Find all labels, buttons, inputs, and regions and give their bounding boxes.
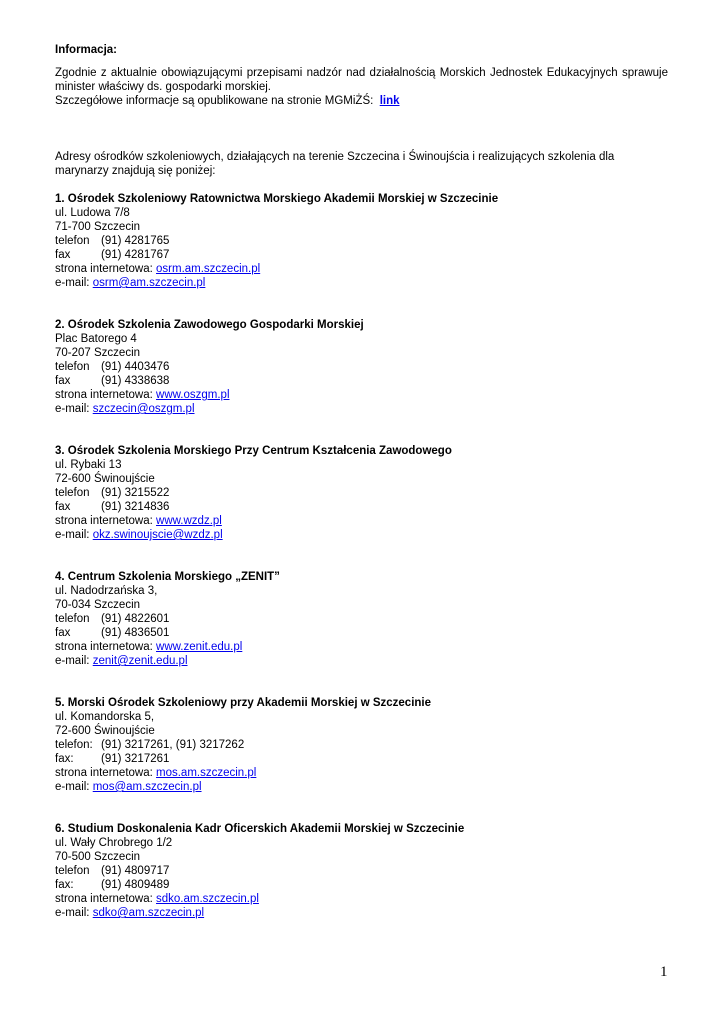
- email-label: e-mail:: [55, 277, 90, 289]
- center-block: [55, 444, 668, 542]
- phone-label: telefon:: [55, 739, 93, 751]
- email-label: e-mail:: [55, 403, 90, 415]
- center-block: [55, 192, 668, 290]
- website-link[interactable]: sdko.am.szczecin.pl: [156, 893, 259, 905]
- ministry-link[interactable]: link: [379, 95, 400, 107]
- center-city: 72-600 Świnoujście: [55, 473, 155, 485]
- info-link-prefix: Szczegółowe informacje są opublikowane na stronie MGMiŻŚ:: [55, 95, 374, 107]
- phone-value: (91) 3217261, (91) 3217262: [101, 739, 245, 751]
- fax-label: fax: [55, 627, 71, 639]
- center-street: ul. Nadodrzańska 3,: [55, 585, 158, 597]
- website-row: [55, 640, 668, 654]
- center-title: 6. Studium Doskonalenia Kadr Oficerskich Akademii Morskiej w Szczecinie: [55, 823, 465, 835]
- center-street: ul. Wały Chrobrego 1/2: [55, 837, 173, 849]
- email-row: [55, 654, 668, 668]
- email-label: e-mail:: [55, 907, 90, 919]
- fax-value: (91) 4809489: [101, 879, 170, 891]
- phone-label: telefon: [55, 487, 90, 499]
- email-link[interactable]: szczecin@oszgm.pl: [92, 403, 195, 415]
- phone-row: [55, 612, 668, 626]
- website-label: strona internetowa:: [55, 389, 153, 401]
- info-heading: Informacja:: [55, 44, 117, 56]
- center-block: [55, 696, 668, 794]
- phone-row: [55, 234, 668, 248]
- phone-row: [55, 864, 668, 878]
- center-street: Plac Batorego 4: [55, 333, 137, 345]
- website-link[interactable]: www.wzdz.pl: [156, 515, 222, 527]
- email-row: [55, 780, 668, 794]
- info-paragraph: Zgodnie z aktualnie obowiązującymi przepisami nadzór nad działalnością Morskich Jednostek Edukacyjnych sprawuje minister właściwy ds. gospodarki morskiej.: [55, 67, 668, 93]
- email-link[interactable]: okz.swinoujscie@wzdz.pl: [92, 529, 223, 541]
- email-link[interactable]: zenit@zenit.edu.pl: [92, 655, 188, 667]
- email-row: [55, 276, 668, 290]
- website-label: strona internetowa:: [55, 263, 153, 275]
- fax-row: [55, 248, 668, 262]
- fax-label: fax:: [55, 879, 74, 891]
- center-city: 72-600 Świnoujście: [55, 725, 155, 737]
- website-label: strona internetowa:: [55, 641, 153, 653]
- website-label: strona internetowa:: [55, 767, 157, 779]
- phone-value: (91) 4822601: [101, 613, 170, 625]
- center-city: 70-500 Szczecin: [55, 851, 141, 863]
- center-street: ul. Rybaki 13: [55, 459, 122, 471]
- document-page: [55, 43, 668, 920]
- phone-value: (91) 3215522: [101, 487, 170, 499]
- phone-value: (91) 4809717: [101, 865, 170, 877]
- centers-list: [55, 192, 668, 920]
- fax-label: fax: [55, 501, 71, 513]
- center-block: [55, 318, 668, 416]
- center-city: 70-034 Szczecin: [55, 599, 141, 611]
- phone-row: [55, 738, 668, 752]
- email-link[interactable]: osrm@am.szczecin.pl: [92, 277, 206, 289]
- email-link[interactable]: sdko@am.szczecin.pl: [92, 907, 205, 919]
- fax-value: (91) 4836501: [101, 627, 170, 639]
- intro-paragraph: Adresy ośrodków szkoleniowych, działających na terenie Szczecina i Świnoujścia i realizujących szkolenia dla marynarzy znajdują się poniżej:: [55, 151, 615, 177]
- email-row: [55, 402, 668, 416]
- email-label: e-mail:: [55, 529, 90, 541]
- fax-value: (91) 3214836: [101, 501, 170, 513]
- email-row: [55, 528, 668, 542]
- fax-value: (91) 4338638: [101, 375, 170, 387]
- center-street: ul. Ludowa 7/8: [55, 207, 130, 219]
- info-link-line: [55, 94, 668, 108]
- page-number: 1: [660, 964, 668, 980]
- center-block: [55, 570, 668, 668]
- fax-label: fax: [55, 375, 71, 387]
- website-row: [55, 388, 668, 402]
- website-label: strona internetowa:: [55, 515, 153, 527]
- website-row: [55, 766, 668, 780]
- fax-value: (91) 4281767: [101, 249, 170, 261]
- fax-row: [55, 626, 668, 640]
- email-label: e-mail:: [55, 655, 90, 667]
- center-title: 5. Morski Ośrodek Szkoleniowy przy Akademii Morskiej w Szczecinie: [55, 697, 432, 709]
- center-title: 4. Centrum Szkolenia Morskiego „ZENIT”: [55, 571, 280, 583]
- phone-value: (91) 4403476: [101, 361, 170, 373]
- phone-row: [55, 360, 668, 374]
- website-link[interactable]: mos.am.szczecin.pl: [156, 767, 257, 779]
- email-row: [55, 906, 668, 920]
- center-city: 70-207 Szczecin: [55, 347, 141, 359]
- website-link[interactable]: osrm.am.szczecin.pl: [156, 263, 261, 275]
- phone-label: telefon: [55, 865, 90, 877]
- center-title: 3. Ośrodek Szkolenia Morskiego Przy Centrum Kształcenia Zawodowego: [55, 445, 452, 457]
- fax-value: (91) 3217261: [101, 753, 170, 765]
- phone-label: telefon: [55, 361, 90, 373]
- phone-label: telefon: [55, 613, 90, 625]
- fax-row: [55, 752, 668, 766]
- phone-label: telefon: [55, 235, 90, 247]
- email-label: e-mail:: [55, 781, 90, 793]
- website-label: strona internetowa:: [55, 893, 153, 905]
- website-link[interactable]: www.oszgm.pl: [156, 389, 230, 401]
- website-link[interactable]: www.zenit.edu.pl: [156, 641, 243, 653]
- center-city: 71-700 Szczecin: [55, 221, 141, 233]
- center-block: [55, 822, 668, 920]
- fax-row: [55, 878, 668, 892]
- phone-row: [55, 486, 668, 500]
- fax-label: fax:: [55, 753, 74, 765]
- email-link[interactable]: mos@am.szczecin.pl: [92, 781, 202, 793]
- center-title: 1. Ośrodek Szkoleniowy Ratownictwa Morskiego Akademii Morskiej w Szczecinie: [55, 193, 499, 205]
- fax-label: fax: [55, 249, 71, 261]
- website-row: [55, 262, 668, 276]
- phone-value: (91) 4281765: [101, 235, 170, 247]
- fax-row: [55, 374, 668, 388]
- website-row: [55, 514, 668, 528]
- fax-row: [55, 500, 668, 514]
- website-row: [55, 892, 668, 906]
- center-title: 2. Ośrodek Szkolenia Zawodowego Gospodarki Morskiej: [55, 319, 364, 331]
- center-street: ul. Komandorska 5,: [55, 711, 155, 723]
